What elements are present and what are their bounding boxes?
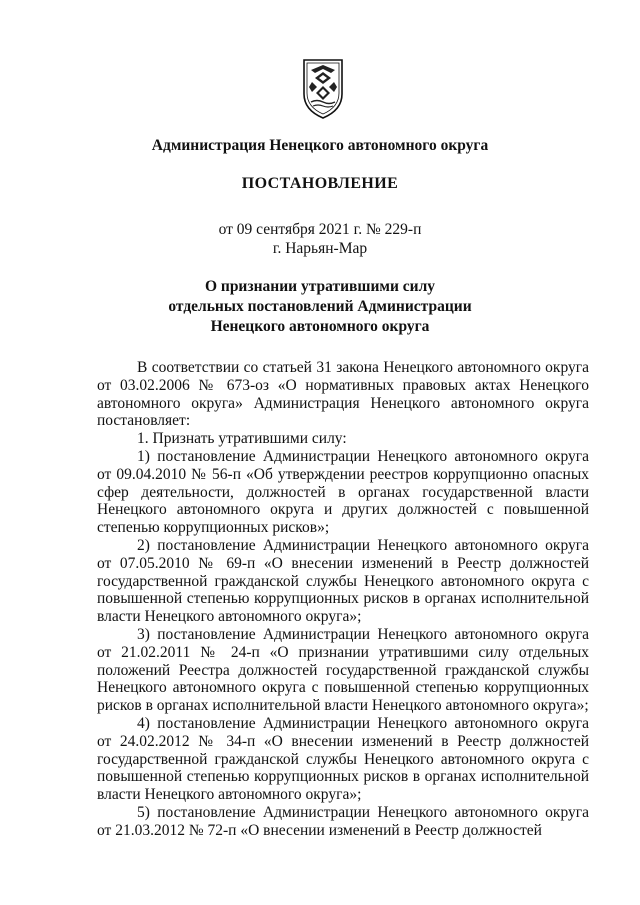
title-line: Ненецкого автономного округа <box>210 318 430 335</box>
document-title <box>0 277 640 337</box>
point-1-paragraph: 1. Признать утратившими силу: <box>137 430 347 448</box>
title-line: О признании утратившими силу <box>204 278 436 295</box>
document-place: г. Нарьян-Мар <box>272 240 368 257</box>
preamble-paragraph: В соответствии со статьей 31 закона Ненецкого автономного округа от 03.02.2006 № 673-оз «О нормативных правовых актах Ненецкого автономного округа» Администрация Ненецкого автономного округа постановляет: <box>97 359 589 430</box>
list-item-1: 1) постановление Администрации Ненецкого автономного округа от 09.04.2010 № 56-п «Об утверждении реестров коррупционно опасных сфер деятельности, должностей в органах государственной власти Ненецкого автономного округа и других должностей с повышенной степенью коррупционных рисков»; <box>97 447 589 537</box>
coat-of-arms-emblem <box>302 58 344 120</box>
document-body <box>97 359 589 840</box>
organization-name: Администрация Ненецкого автономного округа <box>151 137 489 154</box>
title-line: отдельных постановлений Администрации <box>168 298 472 315</box>
document-date-number: от 09 сентября 2021 г. № 229-п <box>218 221 422 238</box>
document-type: ПОСТАНОВЛЕНИЕ <box>241 175 399 192</box>
list-item-4: 4) постановление Администрации Ненецкого автономного округа от 24.02.2012 № 34-п «О внесении изменений в Реестр должностей государственной гражданской службы Ненецкого автономного округа с повышенной степенью коррупционных рисков в органах исполнительной власти Ненецкого автономного округа»; <box>97 714 589 804</box>
list-item-5: 5) постановление Администрации Ненецкого автономного округа от 21.03.2012 № 72-п «О внесении изменений в Реестр должностей <box>97 803 589 839</box>
list-item-3: 3) постановление Администрации Ненецкого автономного округа от 21.02.2011 № 24-п «О признании утратившими силу отдельных положений Реестра должностей государственной гражданской службы Ненецкого автономного округа с повышенной степенью коррупционных рисков в органах исполнительной власти Ненецкого автономного округа»; <box>97 625 589 715</box>
list-item-2: 2) постановление Администрации Ненецкого автономного округа от 07.05.2010 № 69-п «О внесении изменений в Реестр должностей государственной гражданской службы Ненецкого автономного округа с повышенной степенью коррупционных рисков в органах исполнительной власти Ненецкого автономного округа»; <box>97 536 589 626</box>
